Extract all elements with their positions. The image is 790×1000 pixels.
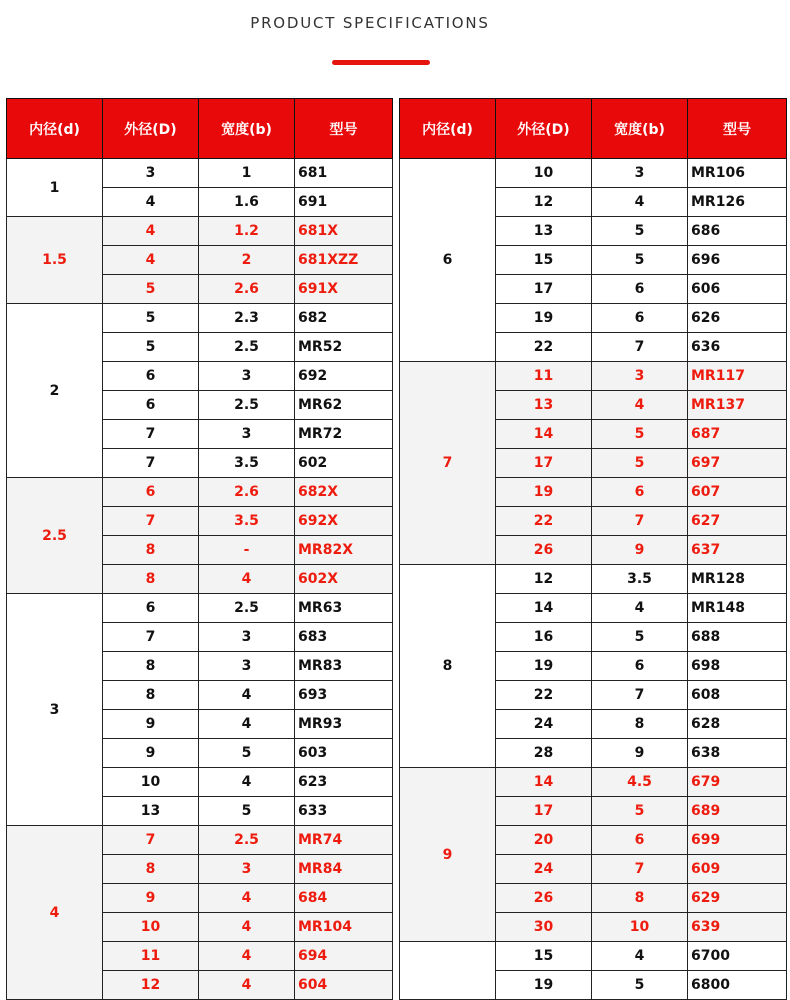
model-cell: 604 [295, 971, 393, 1000]
width-cell: 4 [199, 913, 295, 942]
outer-diameter-cell: 8 [103, 681, 199, 710]
width-cell: 4 [592, 188, 688, 217]
width-cell: 3 [199, 855, 295, 884]
width-cell: 4 [199, 565, 295, 594]
inner-diameter-cell: 9 [400, 768, 496, 942]
outer-diameter-cell: 15 [496, 942, 592, 971]
model-cell: MR83 [295, 652, 393, 681]
width-cell: 2.5 [199, 391, 295, 420]
model-cell: 693 [295, 681, 393, 710]
outer-diameter-cell: 6 [103, 362, 199, 391]
outer-diameter-cell: 19 [496, 478, 592, 507]
spec-table-left [6, 98, 393, 1000]
model-cell: MR72 [295, 420, 393, 449]
table-row [400, 942, 787, 971]
outer-diameter-cell: 11 [103, 942, 199, 971]
width-cell: 9 [592, 739, 688, 768]
model-cell: MR84 [295, 855, 393, 884]
model-cell: 609 [688, 855, 787, 884]
table-row [400, 565, 787, 594]
outer-diameter-cell: 7 [103, 449, 199, 478]
model-cell: 688 [688, 623, 787, 652]
outer-diameter-cell: 15 [496, 246, 592, 275]
width-cell: 4 [592, 942, 688, 971]
model-cell: 682X [295, 478, 393, 507]
table-row [7, 826, 393, 855]
width-cell: 2.5 [199, 333, 295, 362]
width-cell: 3.5 [592, 565, 688, 594]
model-cell: 608 [688, 681, 787, 710]
model-cell: MR137 [688, 391, 787, 420]
title-underline-bar [332, 60, 430, 65]
outer-diameter-cell: 8 [103, 652, 199, 681]
outer-diameter-cell: 22 [496, 507, 592, 536]
model-cell: 679 [688, 768, 787, 797]
outer-diameter-cell: 4 [103, 217, 199, 246]
outer-diameter-cell: 9 [103, 710, 199, 739]
model-cell: 694 [295, 942, 393, 971]
model-cell: 697 [688, 449, 787, 478]
width-cell: 5 [199, 739, 295, 768]
model-cell: MR117 [688, 362, 787, 391]
width-cell: 5 [592, 246, 688, 275]
inner-diameter-cell: 6 [400, 159, 496, 362]
page-header [0, 0, 790, 98]
model-cell: 623 [295, 768, 393, 797]
outer-diameter-cell: 22 [496, 333, 592, 362]
outer-diameter-cell: 13 [496, 217, 592, 246]
model-cell: 629 [688, 884, 787, 913]
width-cell: 1.2 [199, 217, 295, 246]
width-cell: 2.5 [199, 826, 295, 855]
model-cell: MR104 [295, 913, 393, 942]
outer-diameter-cell: 7 [103, 623, 199, 652]
width-cell: 4.5 [592, 768, 688, 797]
table-row [7, 478, 393, 507]
outer-diameter-cell: 8 [103, 565, 199, 594]
header-model: 型号 [295, 99, 393, 159]
table-row [7, 304, 393, 333]
model-cell: MR126 [688, 188, 787, 217]
width-cell: 3 [592, 159, 688, 188]
model-cell: MR128 [688, 565, 787, 594]
width-cell: 9 [592, 536, 688, 565]
model-cell: 602 [295, 449, 393, 478]
outer-diameter-cell: 6 [103, 478, 199, 507]
model-cell: 696 [688, 246, 787, 275]
model-cell: 681X [295, 217, 393, 246]
outer-diameter-cell: 8 [103, 536, 199, 565]
width-cell: 8 [592, 884, 688, 913]
outer-diameter-cell: 7 [103, 826, 199, 855]
outer-diameter-cell: 17 [496, 449, 592, 478]
outer-diameter-cell: 22 [496, 681, 592, 710]
outer-diameter-cell: 19 [496, 971, 592, 1000]
model-cell: 6700 [688, 942, 787, 971]
model-cell: 628 [688, 710, 787, 739]
outer-diameter-cell: 3 [103, 159, 199, 188]
outer-diameter-cell: 5 [103, 275, 199, 304]
inner-diameter-cell: 7 [400, 362, 496, 565]
width-cell: 2 [199, 246, 295, 275]
model-cell: MR82X [295, 536, 393, 565]
model-cell: 691 [295, 188, 393, 217]
model-cell: MR52 [295, 333, 393, 362]
model-cell: 687 [688, 420, 787, 449]
width-cell: 6 [592, 304, 688, 333]
width-cell: 8 [592, 710, 688, 739]
width-cell: 3 [199, 420, 295, 449]
inner-diameter-cell: 1.5 [7, 217, 103, 304]
inner-diameter-cell: 1 [7, 159, 103, 217]
model-cell: 6800 [688, 971, 787, 1000]
outer-diameter-cell: 17 [496, 797, 592, 826]
model-cell: 607 [688, 478, 787, 507]
model-cell: 682 [295, 304, 393, 333]
width-cell: 6 [592, 478, 688, 507]
width-cell: 5 [592, 449, 688, 478]
model-cell: MR93 [295, 710, 393, 739]
header-inner-diameter: 内径(d) [400, 99, 496, 159]
width-cell: 5 [592, 797, 688, 826]
outer-diameter-cell: 19 [496, 652, 592, 681]
outer-diameter-cell: 12 [496, 565, 592, 594]
model-cell: 698 [688, 652, 787, 681]
width-cell: 5 [592, 971, 688, 1000]
header-width: 宽度(b) [199, 99, 295, 159]
table-row [400, 768, 787, 797]
outer-diameter-cell: 28 [496, 739, 592, 768]
width-cell: 4 [199, 884, 295, 913]
model-cell: MR63 [295, 594, 393, 623]
width-cell: 10 [592, 913, 688, 942]
outer-diameter-cell: 11 [496, 362, 592, 391]
width-cell: 3.5 [199, 449, 295, 478]
model-cell: 633 [295, 797, 393, 826]
header-model: 型号 [688, 99, 787, 159]
header-outer-diameter: 外径(D) [496, 99, 592, 159]
outer-diameter-cell: 12 [103, 971, 199, 1000]
outer-diameter-cell: 20 [496, 826, 592, 855]
model-cell: 699 [688, 826, 787, 855]
width-cell: 4 [199, 710, 295, 739]
model-cell: 689 [688, 797, 787, 826]
outer-diameter-cell: 14 [496, 768, 592, 797]
width-cell: 1.6 [199, 188, 295, 217]
table-row [7, 217, 393, 246]
table-row [400, 362, 787, 391]
outer-diameter-cell: 4 [103, 188, 199, 217]
outer-diameter-cell: 13 [103, 797, 199, 826]
outer-diameter-cell: 17 [496, 275, 592, 304]
width-cell: 3.5 [199, 507, 295, 536]
width-cell: 2.6 [199, 478, 295, 507]
width-cell: 5 [199, 797, 295, 826]
outer-diameter-cell: 24 [496, 710, 592, 739]
model-cell: 606 [688, 275, 787, 304]
table-body [400, 159, 787, 1000]
outer-diameter-cell: 30 [496, 913, 592, 942]
model-cell: 603 [295, 739, 393, 768]
outer-diameter-cell: 12 [496, 188, 592, 217]
width-cell: 2.5 [199, 594, 295, 623]
model-cell: 681 [295, 159, 393, 188]
outer-diameter-cell: 13 [496, 391, 592, 420]
outer-diameter-cell: 7 [103, 507, 199, 536]
width-cell: 7 [592, 855, 688, 884]
table-row [7, 159, 393, 188]
table-row [400, 159, 787, 188]
outer-diameter-cell: 8 [103, 855, 199, 884]
width-cell: 3 [592, 362, 688, 391]
outer-diameter-cell: 5 [103, 304, 199, 333]
width-cell: 5 [592, 217, 688, 246]
model-cell: MR106 [688, 159, 787, 188]
inner-diameter-cell: 2.5 [7, 478, 103, 594]
width-cell: 6 [592, 275, 688, 304]
outer-diameter-cell: 16 [496, 623, 592, 652]
model-cell: 626 [688, 304, 787, 333]
width-cell: 2.6 [199, 275, 295, 304]
outer-diameter-cell: 14 [496, 594, 592, 623]
spec-table-right [399, 98, 787, 1000]
model-cell: 639 [688, 913, 787, 942]
table-header-row [7, 99, 393, 159]
table-row [7, 594, 393, 623]
width-cell: 5 [592, 623, 688, 652]
outer-diameter-cell: 24 [496, 855, 592, 884]
outer-diameter-cell: 10 [103, 768, 199, 797]
width-cell: 7 [592, 333, 688, 362]
width-cell: 7 [592, 681, 688, 710]
width-cell: 4 [199, 971, 295, 1000]
width-cell: 4 [199, 768, 295, 797]
outer-diameter-cell: 5 [103, 333, 199, 362]
width-cell: 4 [199, 942, 295, 971]
model-cell: 638 [688, 739, 787, 768]
inner-diameter-cell: 4 [7, 826, 103, 1000]
outer-diameter-cell: 9 [103, 739, 199, 768]
width-cell: 3 [199, 652, 295, 681]
page-title-text: PRODUCT SPECIFICATIONS [250, 14, 490, 32]
model-cell: 627 [688, 507, 787, 536]
header-outer-diameter: 外径(D) [103, 99, 199, 159]
width-cell: 1 [199, 159, 295, 188]
model-cell: 691X [295, 275, 393, 304]
inner-diameter-cell: 8 [400, 565, 496, 768]
outer-diameter-cell: 26 [496, 536, 592, 565]
model-cell: 683 [295, 623, 393, 652]
outer-diameter-cell: 4 [103, 246, 199, 275]
width-cell: - [199, 536, 295, 565]
model-cell: MR148 [688, 594, 787, 623]
outer-diameter-cell: 26 [496, 884, 592, 913]
header-inner-diameter: 内径(d) [7, 99, 103, 159]
page-title [0, 14, 740, 32]
table-header-row [400, 99, 787, 159]
table-body [7, 159, 393, 1000]
inner-diameter-cell: 2 [7, 304, 103, 478]
outer-diameter-cell: 6 [103, 594, 199, 623]
model-cell: 602X [295, 565, 393, 594]
model-cell: 684 [295, 884, 393, 913]
outer-diameter-cell: 19 [496, 304, 592, 333]
model-cell: 692X [295, 507, 393, 536]
width-cell: 4 [199, 681, 295, 710]
model-cell: 681XZZ [295, 246, 393, 275]
width-cell: 4 [592, 391, 688, 420]
outer-diameter-cell: 10 [103, 913, 199, 942]
width-cell: 6 [592, 826, 688, 855]
model-cell: MR62 [295, 391, 393, 420]
width-cell: 6 [592, 652, 688, 681]
width-cell: 5 [592, 420, 688, 449]
model-cell: 686 [688, 217, 787, 246]
inner-diameter-cell [400, 942, 496, 1000]
header-width: 宽度(b) [592, 99, 688, 159]
model-cell: 637 [688, 536, 787, 565]
width-cell: 3 [199, 623, 295, 652]
width-cell: 3 [199, 362, 295, 391]
width-cell: 7 [592, 507, 688, 536]
model-cell: 692 [295, 362, 393, 391]
model-cell: MR74 [295, 826, 393, 855]
outer-diameter-cell: 14 [496, 420, 592, 449]
outer-diameter-cell: 7 [103, 420, 199, 449]
width-cell: 2.3 [199, 304, 295, 333]
width-cell: 4 [592, 594, 688, 623]
inner-diameter-cell: 3 [7, 594, 103, 826]
outer-diameter-cell: 6 [103, 391, 199, 420]
outer-diameter-cell: 10 [496, 159, 592, 188]
outer-diameter-cell: 9 [103, 884, 199, 913]
model-cell: 636 [688, 333, 787, 362]
